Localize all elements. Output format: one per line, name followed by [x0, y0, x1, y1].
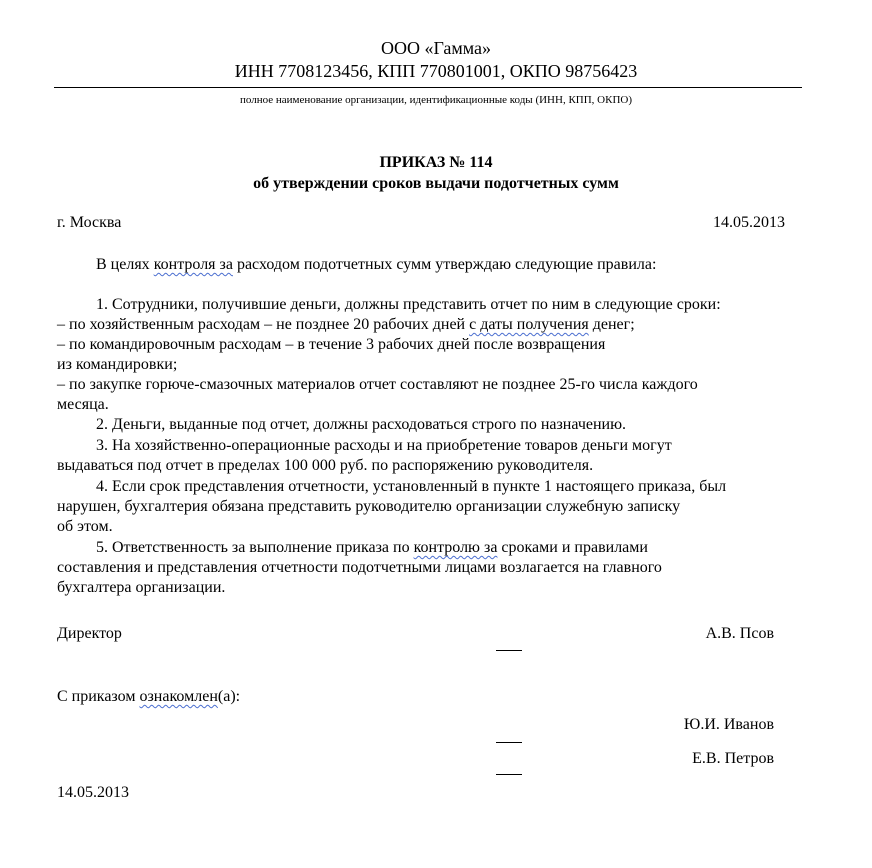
organization-codes: ИНН 7708123456, КПП 770801001, ОКПО 98756423	[234, 61, 638, 81]
item-4-cont2: об этом.	[57, 518, 113, 535]
item-1-line-a: – по хозяйственным расходам – не позднее 20 рабочих дней с даты получения денег;	[57, 316, 635, 333]
header-divider	[54, 87, 802, 88]
organization-name: ООО «Гамма»	[380, 38, 492, 58]
director-name: А.В. Псов	[705, 625, 774, 642]
item-3: 3. На хозяйственно-операционные расходы и на приобретение товаров деньги могут	[96, 437, 672, 454]
signature-line-1	[496, 742, 522, 743]
employee-name-2: Е.В. Петров	[692, 750, 774, 767]
order-city: г. Москва	[57, 214, 122, 231]
director-title: Директор	[57, 625, 122, 642]
item-5: 5. Ответственность за выполнение приказа по контролю за сроками и правилами	[96, 539, 648, 556]
item-5-cont: составления и представления отчетности подотчетными лицами возлагается на главного	[57, 559, 662, 576]
intro-paragraph: В целях контроля за расходом подотчетных сумм утверждаю следующие правила:	[96, 256, 657, 273]
item-5-cont2: бухгалтера организации.	[57, 579, 226, 596]
header-caption: полное наименование организации, идентификационные коды (ИНН, КПП, ОКПО)	[239, 94, 632, 106]
item-1: 1. Сотрудники, получившие деньги, должны представить отчет по ним в следующие сроки:	[96, 296, 721, 313]
item-1-line-b: – по командировочным расходам – в течение 3 рабочих дней после возвращения	[57, 336, 606, 353]
final-date: 14.05.2013	[57, 784, 129, 801]
order-title: ПРИКАЗ № 114	[379, 154, 493, 171]
item-4: 4. Если срок представления отчетности, установленный в пункте 1 настоящего приказа, был	[96, 478, 727, 495]
director-signature-line	[496, 650, 522, 651]
item-1-line-c: – по закупке горюче-смазочных материалов отчет составляют не позднее 25-го числа каждого	[57, 376, 698, 393]
acknowledgement-label: С приказом ознакомлен(а):	[57, 688, 241, 705]
signature-line-2	[496, 774, 522, 775]
item-2: 2. Деньги, выданные под отчет, должны расходоваться строго по назначению.	[96, 416, 627, 433]
item-4-cont: нарушен, бухгалтерия обязана представить руководителю организации служебную записку	[57, 498, 681, 515]
order-date: 14.05.2013	[713, 214, 785, 231]
item-1-line-c2: месяца.	[57, 396, 109, 413]
order-subtitle: об утверждении сроков выдачи подотчетных сумм	[253, 175, 619, 192]
item-3-cont: выдаваться под отчет в пределах 100 000 руб. по распоряжению руководителя.	[57, 457, 594, 474]
employee-name-1: Ю.И. Иванов	[683, 716, 774, 733]
item-1-line-b2: из командировки;	[57, 356, 178, 373]
